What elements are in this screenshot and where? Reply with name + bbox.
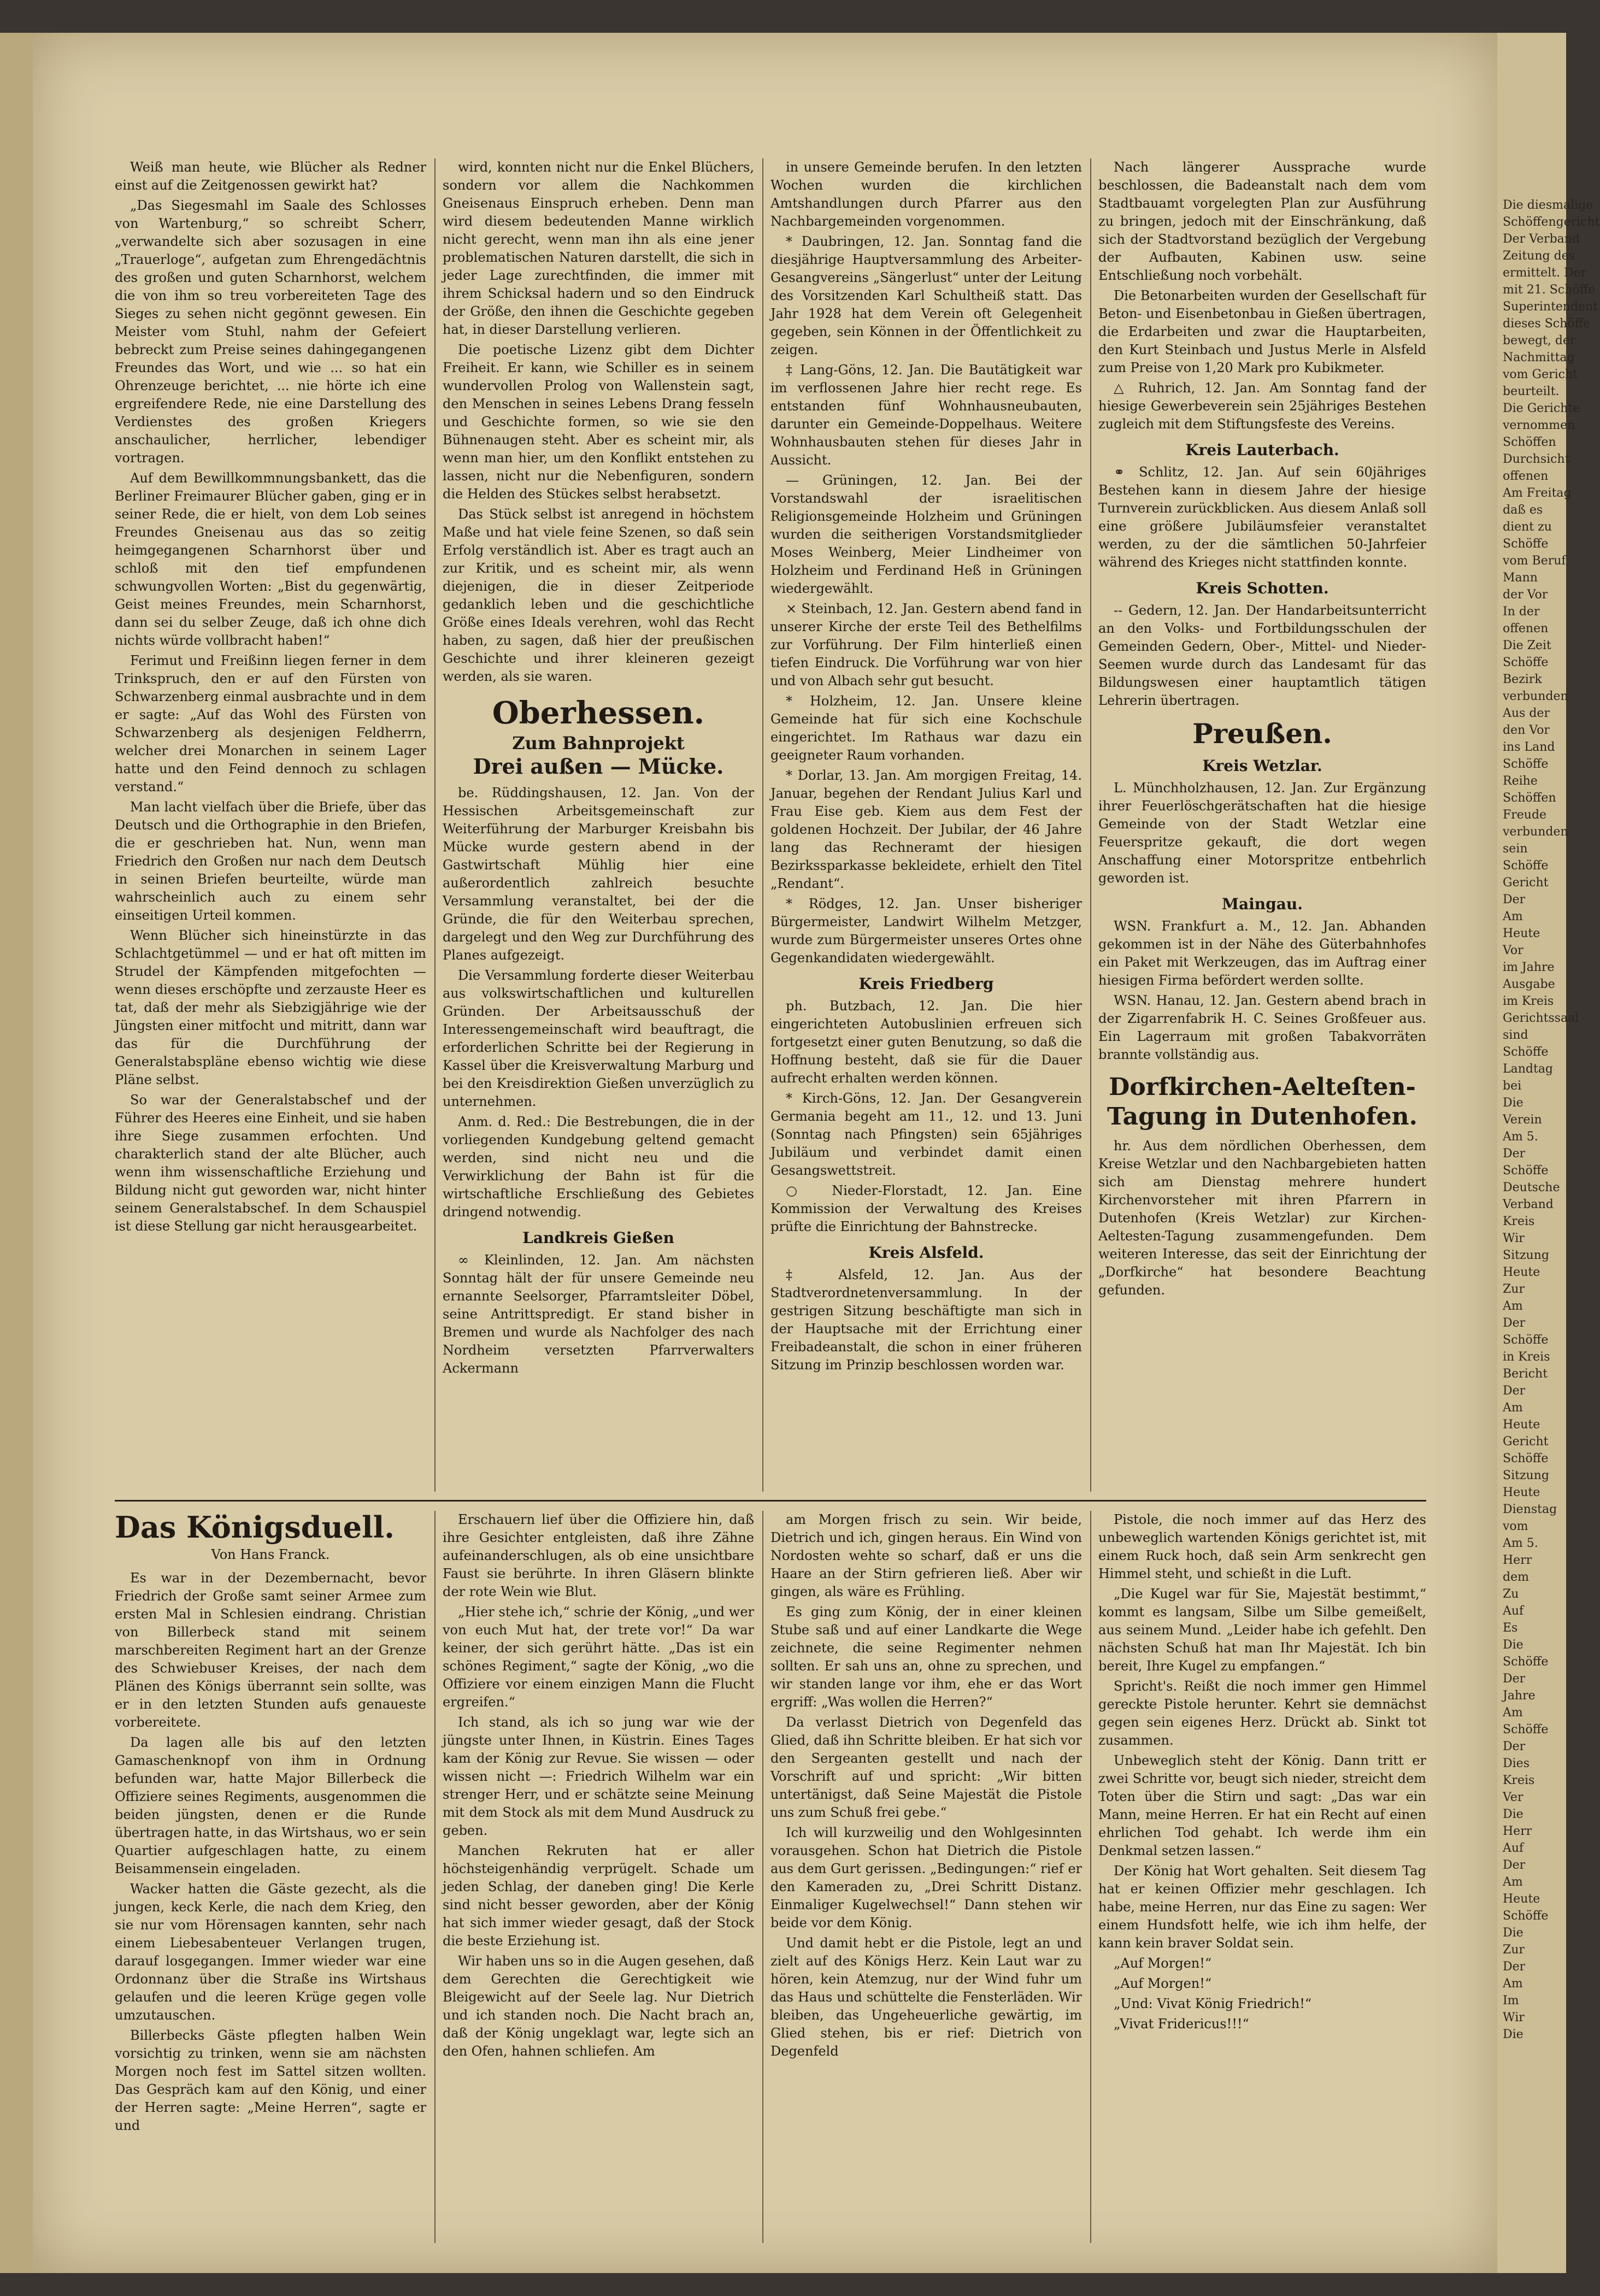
article-paragraph: ∞ Kleinlinden, 12. Jan. Am nächsten Sonntag hält der für unsere Gemeinde neu ernannte Seelsorger, Pfarramtsleiter Döbel, seine Antrittspredigt. Er stand bisher in Bremen und wurde als Nachfolger des nach Nordheim versetzten Pfarrverwalters Ackermann xyxy=(443,1252,754,1376)
column-4 xyxy=(1098,158,1426,1492)
sliver-text-line: vom Gericht xyxy=(1503,368,1578,381)
article-paragraph: Manchen Rekruten hat er aller höchsteigenhändig verprügelt. Schade um jeden Schlag, der daneben ging! Die Kerle sind nicht besser geworden, aber der König hat sich immer wieder gesagt, daß der Stock die beste Erziehung ist. xyxy=(443,1843,754,1948)
sliver-text-line: Zur xyxy=(1503,1943,1525,1957)
sliver-text-line: verbunden xyxy=(1503,690,1568,703)
sliver-text-line: Reihe xyxy=(1503,774,1538,788)
article-paragraph: Es ging zum König, der in einer kleinen Stube saß und auf einer Landkarte die Wege zeichnete, die seine Regimenter nehmen sollten. Er sah uns an, ohne zu sprechen, und wir standen lange vor ihm, ehe er das Wort ergriff: „Was wollen die Herren?“ xyxy=(770,1604,1082,1710)
sliver-text-line: Dies xyxy=(1503,1757,1530,1770)
newspaper-page xyxy=(33,33,1497,2273)
article-paragraph: Auf dem Bewillkommnungsbankett, das die Berliner Freimaurer Blücher gaben, ging er in seiner Rede, die er hielt, von dem Lob seines Freundes Gneisenau aus das so zeitig heimgegangenen Scharnhorst über und schloß mit den tief empfundenen schwungvollen Worten: „Bist du gegenwärtig, Geist meines Freundes, mein Scharnhorst, dann sei du selber Zeuge, daß ich ohne dich nichts würde vollbracht haben!“ xyxy=(115,470,426,648)
article-paragraph: Pistole, die noch immer auf das Herz des unbeweglich wartenden Königs gerichtet ist, mit einem Ruck hoch, daß sein Arm senkrecht gen Himmel steht, und schießt in die Luft. xyxy=(1098,1512,1426,1581)
sliver-text-line: Verein xyxy=(1503,1113,1542,1127)
sliver-text-line: Die diesmalige xyxy=(1503,198,1593,212)
sliver-text-line: Schöffe xyxy=(1503,656,1549,669)
subsection-kreis-alsfeld: Kreis Alsfeld. xyxy=(868,1244,984,1262)
article-paragraph: Erschauern lief über die Offiziere hin, daß ihre Gesichter entgleisten, daß ihre Zähne aufeinanderschlugen, als ob eine unsichtbare Faust sie berührte. In ihren Gläsern blinkte der rote Wein wie Blut. xyxy=(443,1512,754,1599)
article-paragraph: * Rödges, 12. Jan. Unser bisheriger Bürgermeister, Landwirt Wilhelm Metzger, wurde zum Bürgermeister unseres Ortes ohne Gegenkandidaten wiedergewählt. xyxy=(770,896,1082,966)
sliver-text-line: Schöffe xyxy=(1503,537,1549,551)
section-headline: Drei außen — Mücke. xyxy=(473,754,724,779)
sliver-text-line: vom Beruf xyxy=(1503,554,1566,568)
sliver-text-line: Der xyxy=(1503,1384,1526,1398)
article-paragraph: ‡ Lang-Göns, 12. Jan. Die Bautätigkeit war im verflossenen Jahre hier recht rege. Es entstanden fünf Wohnhausneubauten, darunter ein Gemeinde-Doppelhaus. Weitere Wohnhausbauten stehen für dieses Jahr in Aussicht. xyxy=(770,362,1082,468)
article-paragraph: „Das Siegesmahl im Saale des Schlosses von Wartenburg,“ so schreibt Scherr, „verwandelte sich aber sozusagen in eine „Trauerloge“, aufgetan zum Ehrengedächtnis des großen und guten Scharnhorst, welchem die von ihm so treu vorbereiteten Tage des Sieges zu sehen nicht gegönnt gewesen. Ein Meister vom Stuhl, nahm der Gefeiert bebreckt zum Preise seines dahingegangenen Freundes das Wort, und wie ... so hat ein Ohrenzeuge berichtet, ... nie hörte ich eine ergreifendere Rede, nie eine Darstellung des Verdienstes des großen Kriegers anschaulicher, herrlicher, lebendiger vortragen. xyxy=(115,198,426,466)
sliver-text-line: Heute xyxy=(1503,1265,1540,1279)
sliver-text-line: Zur xyxy=(1503,1282,1525,1296)
article-paragraph: „Auf Morgen!“ xyxy=(1114,1956,1212,1971)
sliver-text-line: beurteilt. xyxy=(1503,385,1560,398)
sliver-text-line: Am xyxy=(1503,1401,1523,1415)
sliver-text-line: Schöffe xyxy=(1503,1333,1549,1347)
sliver-text-line: Wir xyxy=(1503,2011,1525,2024)
article-paragraph: × Steinbach, 12. Jan. Gestern abend fand in unserer Kirche der erste Teil des Bethelfilms zur Vorführung. Der Film hinterließ einen tiefen Eindruck. Die Vorführung war von hier und von Albach sehr gut besucht. xyxy=(770,601,1082,688)
article-paragraph: Nach längerer Aussprache wurde beschlossen, die Badeanstalt nach dem vom Stadtbauamt vorgelegten Plan zur Ausführung zu bringen, jedoch mit der Einschränkung, daß sich der Stadtvorstand bezüglich der Vergebung der Aufbauten, Kabinen usw. seine Entschließung noch vorbehält. xyxy=(1098,160,1426,283)
section-title-preussen: Preußen. xyxy=(1192,717,1332,750)
sliver-text-line: Der xyxy=(1503,1316,1526,1330)
article-paragraph: Anm. d. Red.: Die Bestrebungen, die in der vorliegenden Kundgebung geltend gemacht werden, sind nicht neu und die Verwirklichung der Bahn ist für die wirtschaftliche Erschließung des Gebietes dringend notwendig. xyxy=(443,1114,754,1220)
sliver-text-line: Herr xyxy=(1503,1553,1532,1567)
sliver-text-line: Schöffe xyxy=(1503,1045,1549,1059)
sliver-text-line: vernommen xyxy=(1503,419,1575,432)
sliver-text-line: dem xyxy=(1503,1570,1529,1584)
article-paragraph: Unbeweglich steht der König. Dann tritt er zwei Schritte vor, beugt sich nieder, streicht dem Toten über die Stirn und sagt: „Das war ein Mann, meine Herren. Er hat ein Recht auf einen ehrlichen Tod gehabt. Ich werde ihm ein Denkmal setzen lassen.“ xyxy=(1098,1753,1426,1858)
sliver-text-line: Am xyxy=(1503,1706,1523,1720)
sliver-text-line: Nachmittag xyxy=(1503,351,1575,364)
article-paragraph: ph. Butzbach, 12. Jan. Die hier eingerichteten Autobuslinien erfreuen sich fortgesetzt einer guten Benutzung, so daß die Hoffnung besteht, daß sie für die Dauer aufrecht erhalten werden können. xyxy=(770,998,1082,1086)
sliver-text-line: offenen xyxy=(1503,469,1549,483)
article-paragraph: — Grüningen, 12. Jan. Bei der Vorstandswahl der israelitischen Religionsgemeinde Holzheim und Grüningen wurden die seitherigen Vorstandsmitglieder Moses Weinberg, Meier Lindheimer von Holzheim und Ferdinand Heß in Grüningen wiedergewählt. xyxy=(770,473,1082,596)
story-column-4 xyxy=(1098,1511,1426,2243)
article-paragraph: „Hier stehe ich,“ schrie der König, „und wer von euch Mut hat, der trete vor!“ Da war keiner, der sich gerührt hätte. „Das ist ein schönes Regiment,“ sagte der König, „wo die Offiziere vor einem einzigen Mann die Flucht ergreifen.“ xyxy=(443,1604,754,1710)
sliver-text-line: Zeitung des xyxy=(1503,249,1575,263)
sliver-text-line: Gerichtssaal xyxy=(1503,1011,1579,1025)
article-paragraph: Es war in der Dezembernacht, bevor Friedrich der Große samt seiner Armee zum ersten Mal in Schlesien eindrang. Christian von Billerbeck stand mit seinem marschbereiten Regiment hart an der Grenze des Schwiebuser Kreises, der nach dem Plänen des Königs überrannt sein sollte, was er in den letzten Stunden aufs genaueste vorbereitete. xyxy=(115,1570,426,1730)
article-paragraph: „Die Kugel war für Sie, Majestät bestimmt,“ kommt es langsam, Silbe um Silbe gemeißelt, aus seinem Mund. „Leider habe ich gefehlt. Den nächsten Schuß hat man Ihr Majestät. Ich bin bereit, Ihre Kugel zu empfangen.“ xyxy=(1098,1586,1426,1674)
sliver-text-line: Schöffe xyxy=(1503,757,1549,771)
sliver-text-line: Die xyxy=(1503,1808,1523,1821)
column-divider xyxy=(1090,1511,1091,2243)
sliver-text-line: Herr xyxy=(1503,1824,1532,1838)
article-paragraph: * Dorlar, 13. Jan. Am morgigen Freitag, 14. Januar, begehen der Rendant Julius Karl und Frau Eise geb. Kiem aus dem Fest der goldenen Hochzeit. Der Jubilar, der 46 Jahre lang das Rechneramt der hiesigen Bezirkssparkasse bekleidete, erhielt den Titel „Rendant“. xyxy=(770,768,1082,891)
sliver-text-line: Vor xyxy=(1503,944,1523,957)
sliver-text-line: Am 5. xyxy=(1503,1130,1538,1144)
article-paragraph: △ Ruhrich, 12. Jan. Am Sonntag fand der hiesige Gewerbeverein sein 25jähriges Bestehen zugleich mit dem Stiftungsfeste des Vereins. xyxy=(1098,380,1426,432)
sliver-text-line: Superintendent xyxy=(1503,300,1598,314)
sliver-text-line: Wir xyxy=(1503,1232,1525,1245)
sliver-text-line: Mann xyxy=(1503,571,1538,585)
sliver-text-line: Bezirk xyxy=(1503,673,1542,686)
article-paragraph: -- Gedern, 12. Jan. Der Handarbeitsunterricht an den Volks- und Fortbildungsschulen der Gemeinden Gedern, Ober-, Mittel- und Nieder-Seemen wurde durch das Landesamt für das Bildungswesen einer hauptamtlich tätigen Lehrerin übertragen. xyxy=(1098,603,1426,708)
article-paragraph: Das Stück selbst ist anregend in höchstem Maße und hat viele feine Szenen, so daß sein Erfolg verständlich ist. Aber es tragt auch an zur Kritik, und es scheint mir, als wenn diejenigen, die in dieser Zeitperiode gedanklich leben und die geschichtliche Größe eines Ideals verehren, wohl das Recht haben, zu sagen, daß hier der preußischen Geschichte und ihrer kleineren gezeigt werden, als sie waren. xyxy=(443,507,754,684)
subsection-kreis-wetzlar: Kreis Wetzlar. xyxy=(1202,757,1322,775)
sliver-text-line: Landtag xyxy=(1503,1062,1554,1076)
sliver-text-line: Am xyxy=(1503,1977,1523,1991)
section-title-oberhessen: Oberhessen. xyxy=(492,695,705,731)
article-paragraph: ○ Nieder-Florstadt, 12. Jan. Eine Kommission der Verwaltung des Kreises prüfte die Einrichtung der Bahnstrecke. xyxy=(770,1183,1082,1234)
subsection-landkreis-giessen: Landkreis Gießen xyxy=(522,1229,674,1247)
sliver-text-line: Der xyxy=(1503,893,1526,906)
article-paragraph: Billerbecks Gäste pflegten halben Wein vorsichtig zu trinken, wenn sie am nächsten Morgen noch fest im Sattel sitzen wollten. Das Gespräch kam auf den König, und einer der Herren sagte: „Meine Herren“, sagte er und xyxy=(115,2028,426,2133)
subsection-kreis-lauterbach: Kreis Lauterbach. xyxy=(1185,441,1339,459)
article-paragraph: L. Münchholzhausen, 12. Jan. Zur Ergänzung ihrer Feuerlöschgerätschaften hat die hiesige Gemeinde von der Stadt Wetzlar eine Feuerspritze gekauft, die dort wegen Anschaffung einer Motorspritze entbehrlich geworden ist. xyxy=(1098,780,1426,886)
sliver-text-line: Am xyxy=(1503,910,1523,923)
sliver-text-line: Der xyxy=(1503,1147,1526,1161)
sliver-text-line: Der Verband xyxy=(1503,232,1580,246)
adjacent-page-sliver xyxy=(1497,33,1600,2273)
sliver-text-line: Schöffe xyxy=(1503,859,1549,873)
sliver-text-line: Schöffe xyxy=(1503,1164,1549,1178)
story-column-1 xyxy=(115,1511,426,2243)
sliver-text-line: sind xyxy=(1503,1028,1528,1042)
sliver-text-line: ins Land xyxy=(1503,740,1555,754)
sliver-text-line: Der xyxy=(1503,1672,1526,1686)
sliver-text-line: Dienstag xyxy=(1503,1503,1557,1516)
column-1 xyxy=(115,158,426,1492)
sliver-text-line: Die xyxy=(1503,1096,1523,1110)
sliver-text-line: Am Freitag xyxy=(1503,486,1572,500)
article-paragraph: Man lacht vielfach über die Briefe, über das Deutsch und die Orthographie in den Briefen, die er geschrieben hat. Nun, wenn man Friedrich den Großen nur nach dem Deutsch in seinen Briefen beurteilte, würde man wahrscheinlich auch zu einem sehr einseitigen Urteil kommen. xyxy=(115,799,426,923)
sliver-text-line: Der xyxy=(1503,1960,1526,1974)
article-paragraph: wird, konnten nicht nur die Enkel Blüchers, sondern vor allem die Nachkommen Gneisenaus Einspruch erheben. Denn man wird diesem bedeutenden Manne wirklich nicht gerecht, wenn man ihn als eine jener problematischen Naturen darstellt, die sich in jeder Lage zurechtfinden, die immer mit ihrem Schicksal hadern und so den Eindruck der Größe, den ihnen die Geschichte gegeben hat, in dieser Darstellung verlieren. xyxy=(443,160,754,337)
sliver-text-line: Bericht xyxy=(1503,1367,1548,1381)
sliver-text-line: Ver xyxy=(1503,1791,1523,1804)
sliver-text-line: Heute xyxy=(1503,927,1540,940)
sliver-text-line: Sitzung xyxy=(1503,1249,1549,1262)
article-paragraph: WSN. Hanau, 12. Jan. Gestern abend brach in der Zigarrenfabrik H. C. Seines Großfeuer aus. Ein Lagerraum mit großen Tabakvorräten brannte vollständig aus. xyxy=(1098,993,1426,1062)
sliver-text-line: dient zu xyxy=(1503,520,1552,534)
sliver-text-line: in Kreis xyxy=(1503,1350,1550,1364)
sliver-text-line: Durchsicht xyxy=(1503,452,1570,466)
sliver-text-line: ermittelt. Der xyxy=(1503,266,1587,280)
sliver-text-line: im Kreis xyxy=(1503,994,1554,1008)
sliver-text-line: Die xyxy=(1503,1638,1523,1652)
sliver-text-line: Die Gerichte xyxy=(1503,402,1580,415)
sliver-text-line: Sitzung xyxy=(1503,1469,1549,1482)
sliver-text-line: Am xyxy=(1503,1875,1523,1889)
sliver-text-line: Im xyxy=(1503,1994,1519,2007)
column-divider xyxy=(762,1511,763,2243)
sliver-text-line: Auf xyxy=(1503,1604,1524,1618)
article-paragraph: Da verlasst Dietrich von Degenfeld das Glied, daß ihn Schritte bleiben. Er hat sich vor den Sergeanten gestellt und nach der Vorschrift auf und spricht: „Wir bitten untertänigst, daß Seine Majestät die Pistole uns zum Schuß frei gebe.“ xyxy=(770,1715,1082,1820)
sliver-text-line: mit 21. Schöffe xyxy=(1503,283,1596,297)
article-paragraph: * Kirch-Göns, 12. Jan. Der Gesangverein Germania begeht am 11., 12. und 13. Juni (Sonntag nach Pfingsten) sein 65jähriges Jubiläum und verbindet damit einen Gesangswettstreit. xyxy=(770,1091,1082,1178)
sliver-text-line: Heute xyxy=(1503,1486,1540,1499)
sliver-text-line: Schöffengericht xyxy=(1503,215,1600,229)
sliver-text-line: Die xyxy=(1503,1926,1523,1940)
headline-dorfkirchen: Dorfkirchen-Aelteſten-Tagung in Dutenhofen. xyxy=(1107,1073,1417,1131)
article-paragraph: Ich will kurzweilig und den Wohlgesinnten vorausgehen. Schon hat Dietrich die Pistole aus dem Gurt gerissen. „Bedingungen:“ rief er den Kameraden zu, „Drei Schritt Distanz. Einmaliger Kugelwechsel!“ Dann stehen wir beide vor dem König. xyxy=(770,1825,1082,1930)
sliver-text-line: Der xyxy=(1503,1740,1526,1753)
article-paragraph: * Daubringen, 12. Jan. Sonntag fand die diesjährige Hauptversammlung des Arbeiter-Gesangvereins „Sängerlust“ unter der Leitung des Vorsitzenden Karl Schultheiß statt. Das Jahr 1928 hat dem Verein oft Gelegenheit gegeben, sein Können in der Öffentlichkeit zu zeigen. xyxy=(770,234,1082,357)
sliver-text-line: Am xyxy=(1503,1299,1523,1313)
article-paragraph: Und damit hebt er die Pistole, legt an und zielt auf des Königs Herz. Kein Laut war zu hören, kein Atemzug, nur der Wind fuhr um das Haus und schüttelte die Fensterläden. Wir bleiben, das Ungeheuerliche gewärtig, im Glied stehen, bis er rief: Dietrich von Degenfeld xyxy=(770,1935,1082,2059)
subsection-kreis-friedberg: Kreis Friedberg xyxy=(858,975,994,993)
article-paragraph: WSN. Frankfurt a. M., 12. Jan. Abhanden gekommen ist in der Nähe des Güterbahnhofes ein Paket mit Werkzeugen, das im Auftrag einer hiesigen Firma befördert werden sollte. xyxy=(1098,919,1426,988)
article-paragraph: Die Versammlung forderte dieser Weiterbau aus volkswirtschaftlichen und kulturellen Gründen. Der Arbeitsausschuß der Interessengemeinschaft wird beauftragt, die erforderlichen Schritte bei der Regierung in Kassel über die Kreisverwaltung Marburg und bei den Kreisdirektion Gießen unverzüglich zu unternehmen. xyxy=(443,968,754,1109)
column-divider xyxy=(434,1511,436,2243)
column-2 xyxy=(443,158,754,1492)
story-column-3 xyxy=(770,1511,1082,2243)
column-divider xyxy=(762,158,763,1492)
story-byline: Von Hans Franck. xyxy=(211,1547,330,1562)
sliver-text-line: Freude xyxy=(1503,808,1547,822)
sliver-text-line: Auf xyxy=(1503,1841,1524,1855)
article-paragraph: ‡ Alsfeld, 12. Jan. Aus der Stadtverordnetenversammlung. In der gestrigen Sitzung beschäftigte man sich in der Hauptsache mit der Errichtung einer Freibadeanstalt, die schon in einer früheren Sitzung im Prinzip beschlossen worden war. xyxy=(770,1267,1082,1373)
sliver-text-line: offenen xyxy=(1503,622,1549,635)
sliver-text-line: Deutsche xyxy=(1503,1181,1560,1194)
column-divider xyxy=(434,158,436,1492)
sliver-text-line: Gericht xyxy=(1503,1435,1549,1449)
sliver-text-line: Die Zeit xyxy=(1503,639,1551,652)
subsection-maingau: Maingau. xyxy=(1222,895,1303,913)
article-paragraph: Da lagen alle bis auf den letzten Gamaschenknopf von ihm in Ordnung befunden war, hatte Major Billerbeck die Offiziere seines Regiments, ausgenommen die beiden jüngsten, denen er die Runde übertragen hatte, in das Wirtshaus, wo er sein Quartier aufgeschlagen hatte, zu einem Beisammensein eingeladen. xyxy=(115,1735,426,1876)
article-paragraph: Die Betonarbeiten wurden der Gesellschaft für Beton- und Eisenbetonbau in Gießen übertragen, die Erdarbeiten und zwar die Hauptarbeiten, den Kurt Steinbach und Justus Merle in Alsfeld zum Preise von 1,20 Mark pro Kubikmeter. xyxy=(1098,288,1426,375)
sliver-text-line: Schöffe xyxy=(1503,1452,1549,1465)
sliver-text-line: sein xyxy=(1503,842,1528,856)
column-divider xyxy=(1090,158,1091,1492)
section-rule xyxy=(115,1500,1426,1502)
sliver-text-line: Schöffen xyxy=(1503,791,1556,805)
sliver-text-line: vom xyxy=(1503,1520,1528,1533)
article-paragraph: So war der Generalstabschef und der Führer des Heeres eine Einheit, und sie haben ihre Siege zusammen erfochten. Und charakterlich stand der alte Blücher, auch wenn ihm wissenschaftliche Erziehung und Bildung nicht gut geworden war, nicht hinter seinem Generalstabschef. In dem Schauspiel ist diese Stellung gar nicht herausgearbeitet. xyxy=(115,1092,426,1234)
sliver-text-line: Zu xyxy=(1503,1587,1519,1601)
article-paragraph: Die poetische Lizenz gibt dem Dichter Freiheit. Er kann, wie Schiller es in seinem wundervollen Prolog von Wallenstein sagt, den Menschen in seines Lebens Drang fesseln und Geschichte formen, so wie sie den Bühnenaugen steht. Aber es scheint mir, als wenn man hier, um den Konflikt entstehen zu lassen, nicht nur die Nebenfiguren, sondern die Helden des Stückes selbst herabsetzt. xyxy=(443,342,754,502)
article-paragraph: in unsere Gemeinde berufen. In den letzten Wochen wurden die kirchlichen Amtshandlungen durch Pfarrer aus den Nachbargemeinden vorgenommen. xyxy=(770,160,1082,229)
sliver-text-line: verbunden xyxy=(1503,825,1568,839)
article-paragraph: Ich stand, als ich so jung war wie der jüngste unter Ihnen, in Küstrin. Eines Tages kam der König zur Revue. Sie wissen — oder wissen nicht —: Friedrich Wilhelm war ein strenger Herr, und er schätzte seine Meinung mit dem Stock als mit dem Mund Ausdruck zu geben. xyxy=(443,1715,754,1838)
section-kicker: Zum Bahnprojekt xyxy=(512,733,685,753)
sliver-text-line: In der xyxy=(1503,605,1540,619)
sliver-text-line: Am 5. xyxy=(1503,1536,1538,1550)
article-paragraph: Wenn Blücher sich hineinstürzte in das Schlachtgetümmel — und er hat oft mitten im Strudel der Kämpfenden mitgefochten — wenn dieses erschöpfte und zerzauste Heer es tat, daß der mehr als Siebzigjährige wie der Jüngsten einer mitfocht und mitritt, dann war das für die Durchführung der Generalstabspläne ebenso wichtig wie diese Pläne selbst. xyxy=(115,928,426,1087)
sliver-text-line: Schöffe xyxy=(1503,1723,1549,1736)
sliver-text-line: Kreis xyxy=(1503,1774,1535,1787)
article-paragraph: Wacker hatten die Gäste gezecht, als die jungen, keck Kerle, die nach dem Krieg, den sie nur vom Hörensagen kannten, sehr nach einem Liebesabenteuer Verlangen trugen, darauf losgegangen. Immer wieder war eine Ordonnanz über die Straße ins Wirtshaus gelaufen und die leeren Krüge gegen volle umzutauschen. xyxy=(115,1881,426,2023)
sliver-text-line: den Vor xyxy=(1503,723,1550,737)
article-paragraph: Wir haben uns so in die Augen gesehen, daß dem Gerechten die Gerechtigkeit wie Bleigewicht auf der Seele lag. Nur Dietrich und ich standen noch. Die Nacht brach an, daß der König ungeklagt war, legte sich an den Ofen, hahnen schliefen. Am xyxy=(443,1953,754,2059)
sliver-text-line: Verband xyxy=(1503,1198,1554,1211)
article-paragraph: „Und: Vivat König Friedrich!“ xyxy=(1114,1996,1312,2011)
article-paragraph: Ferimut und Freißinn liegen ferner in dem Trinkspruch, den er auf den Fürsten von Schwarzenberg einmal ausbrachte und in dem er sagte: „Auf das Wohl des Fürsten von Schwarzenberg als desjenigen Feldherrn, welcher drei Monarchen in seinem Lager hatte und den Feind dennoch zu schlagen verstand.“ xyxy=(115,653,426,794)
sliver-text-line: daß es xyxy=(1503,503,1543,517)
sliver-text-line: der Vor xyxy=(1503,588,1548,602)
sliver-text-line: Jahre xyxy=(1503,1689,1536,1703)
sliver-text-line: Es xyxy=(1503,1621,1518,1635)
sliver-text-line: Heute xyxy=(1503,1418,1540,1432)
article-paragraph: * Holzheim, 12. Jan. Unsere kleine Gemeinde hat für sich eine Kochschule eingerichtet. Im Rathaus war dazu ein geeigneter Raum vorhanden. xyxy=(770,693,1082,763)
sliver-text-line: bei xyxy=(1503,1079,1522,1093)
story-column-2 xyxy=(443,1511,754,2243)
sliver-text-line: Der xyxy=(1503,1858,1526,1872)
article-paragraph: Spricht's. Reißt die noch immer gen Himmel gereckte Pistole herunter. Kehrt sie demnächst gegen sein eigenes Herz. Drückt ab. Sinkt tot zusammen. xyxy=(1098,1679,1426,1748)
sliver-text-line: bewegt, der xyxy=(1503,334,1576,348)
article-paragraph: Weiß man heute, wie Blücher als Redner einst auf die Zeitgenossen gewirkt hat? xyxy=(115,160,426,193)
sliver-text-line: Gericht xyxy=(1503,876,1549,890)
article-paragraph: „Auf Morgen!“ xyxy=(1114,1976,1212,1991)
story-title: Das Königsduell. xyxy=(115,1510,395,1545)
article-paragraph: ⚭ Schlitz, 12. Jan. Auf sein 60jähriges Bestehen kann in diesem Jahre der hiesige Turnverein zurückblicken. Aus diesem Anlaß soll eine größere Jubiläumsfeier veranstaltet werden, zu der die sämtlichen 50-Jahrfeier während des Krieges nicht stattfinden konnte. xyxy=(1098,464,1426,570)
sliver-text-line: Heute xyxy=(1503,1892,1540,1906)
sliver-text-line: Ausgabe xyxy=(1503,978,1555,991)
article-paragraph: Der König hat Wort gehalten. Seit diesem Tag hat er keinen Offizier mehr geschlagen. Ich habe, meine Herren, nur das Eine zu sagen: Wer einem Hundsfott helfe, wie ich ihm helfe, der kann kein braver Soldat sein. xyxy=(1098,1863,1426,1951)
sliver-text-line: Schöffen xyxy=(1503,435,1556,449)
sliver-text-line: dieses Schöffe xyxy=(1503,317,1591,331)
sliver-text-line: im Jahre xyxy=(1503,961,1555,974)
subsection-kreis-schotten: Kreis Schotten. xyxy=(1196,579,1329,597)
sliver-text-line: Die xyxy=(1503,2028,1523,2041)
sliver-text-line: Kreis xyxy=(1503,1215,1535,1228)
sliver-text-line: Schöffe xyxy=(1503,1909,1549,1923)
article-paragraph: hr. Aus dem nördlichen Oberhessen, dem Kreise Wetzlar und den Nachbargebieten hatten sich am Dienstag mehrere hundert Kirchenvorsteher mit ihren Pfarrern in Dutenhofen (Kreis Wetzlar) zur Kirchen-Aeltesten-Tagung zusammengefunden. Dem weiteren Interesse, das seit der Einrichtung der „Dorfkirche“ hat besondere Beachtung gefunden. xyxy=(1098,1138,1426,1298)
article-paragraph: be. Rüddingshausen, 12. Jan. Von der Hessischen Arbeitsgemeinschaft zur Weiterführung der Marburger Kreisbahn bis Mücke wurde gestern abend in der Gastwirtschaft Mühlig hier eine außerordentlich zahlreich besuchte Versammlung veranstaltet, bei der die Gründe, die für den Weiterbau sprechen, dargelegt und den Weg zur Durchführung des Planes aufgezeigt. xyxy=(443,785,754,963)
sliver-text-line: Schöffe xyxy=(1503,1655,1549,1669)
article-paragraph: „Vivat Fridericus!!!“ xyxy=(1114,2016,1249,2032)
sliver-text-line: Aus der xyxy=(1503,707,1550,720)
article-paragraph: am Morgen frisch zu sein. Wir beide, Dietrich und ich, gingen heraus. Ein Wind von Nordosten wehte so scharf, daß er uns die Haare an der Stirn gefrieren ließ. Aber wir gingen, als wäre es Frühling. xyxy=(770,1512,1082,1599)
column-3 xyxy=(770,158,1082,1492)
